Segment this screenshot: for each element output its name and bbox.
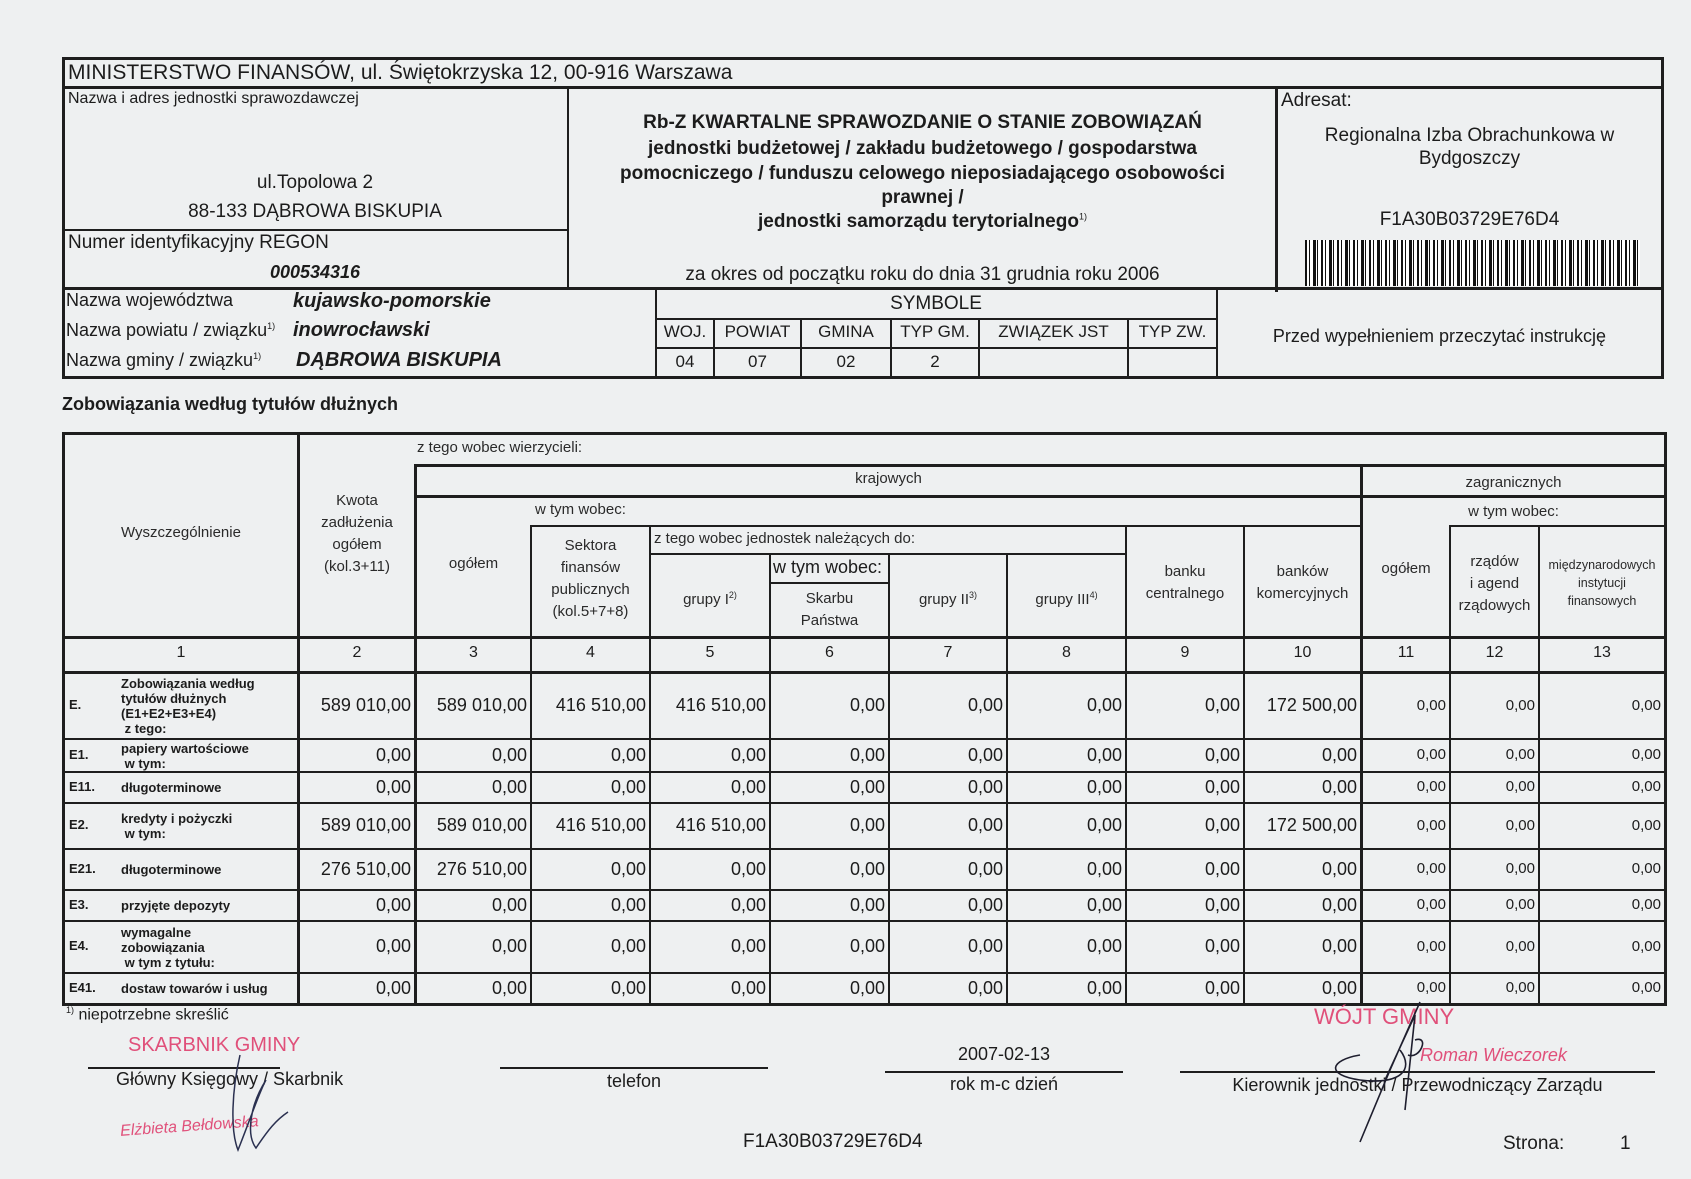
- row-code: E1.: [69, 746, 89, 762]
- row-divider: [62, 771, 1667, 773]
- value-cell-col-2: 0,00: [375, 744, 411, 765]
- value-cell-col-7: 0,00: [967, 977, 1003, 998]
- accountant-stamp-name: Elżbieta Bełdowska: [119, 1113, 260, 1140]
- row-label-line: tytułów dłużnych: [121, 691, 227, 706]
- row-divider: [62, 889, 1667, 891]
- addressee-line-1: Regionalna Izba Obrachunkowa w: [1324, 125, 1615, 146]
- value-cell-col-2: 589 010,00: [320, 815, 411, 835]
- row-code: E41.: [69, 979, 96, 995]
- value-cell-col-6: 0,00: [849, 744, 885, 765]
- row-label: [121, 676, 255, 736]
- row-label-line: długoterminowe: [121, 862, 222, 877]
- header-kwota-line: zadłużenia: [321, 514, 393, 531]
- report-subtitle-2: pomocniczego / funduszu celowego nieposiadającego osobowości: [620, 163, 1225, 184]
- value-cell-col-12: 0,00: [1505, 979, 1535, 996]
- value-cell-col-6: 0,00: [849, 977, 885, 998]
- county-label-text: Nazwa powiatu / związku: [66, 320, 268, 340]
- header-w-tym-wobec: w tym wobec:: [535, 501, 626, 518]
- value-cell-col-8: 0,00: [1086, 695, 1122, 715]
- symbol-header-typ-gm: TYP GM.: [900, 322, 970, 341]
- value-cell-col-13: 0,00: [1631, 937, 1661, 955]
- header-sektora: [532, 535, 649, 623]
- value-cell-col-5: 0,00: [730, 858, 766, 879]
- value-cell-col-12: 0,00: [1505, 896, 1535, 913]
- value-cell-col-6: 0,00: [849, 815, 885, 835]
- value-cell-col-11: 0,00: [1416, 746, 1446, 763]
- symbol-value-typ-gm: 2: [930, 352, 940, 371]
- value-cell-col-12: 0,00: [1505, 860, 1535, 877]
- header-sektora-line: (kol.5+7+8): [552, 603, 629, 620]
- barcode: [1305, 240, 1640, 286]
- header-kwota-line: (kol.3+11): [323, 558, 390, 575]
- header-rzadow-line: i agend: [1469, 575, 1520, 592]
- head-signature: [1320, 1000, 1470, 1150]
- footnote-marker: 4): [1089, 590, 1098, 600]
- header-bankow-komercyjnych: [1245, 561, 1360, 605]
- row-label-line: w tym:: [121, 755, 166, 771]
- report-subtitle-3: prawnej /: [881, 187, 964, 208]
- regon-value: 000534316: [269, 262, 361, 282]
- header-sektora-line: Sektora: [564, 537, 617, 554]
- value-cell-col-8: 0,00: [1086, 815, 1122, 835]
- regon-label: Numer identyfikacyjny REGON: [68, 232, 329, 253]
- header-bankow-line: komercyjnych: [1256, 585, 1349, 602]
- page-label: Strona:: [1503, 1133, 1565, 1154]
- row-label: [121, 811, 232, 841]
- value-cell-col-8: 0,00: [1086, 744, 1122, 765]
- value-cell-col-6: 0,00: [849, 776, 885, 797]
- value-cell-col-13: 0,00: [1631, 696, 1661, 714]
- value-cell-col-8: 0,00: [1086, 776, 1122, 797]
- value-cell-col-12: 0,00: [1505, 816, 1535, 834]
- footnote: [66, 1005, 229, 1024]
- unit-label: Nazwa i adres jednostki sprawozdawczej: [68, 90, 359, 107]
- row-label-line: z tego:: [121, 721, 167, 736]
- symbol-header-gmina: GMINA: [818, 322, 874, 341]
- row-label-line: w tym z tytułu:: [121, 954, 215, 970]
- value-cell-col-5: 0,00: [730, 977, 766, 998]
- value-cell-col-8: 0,00: [1086, 936, 1122, 956]
- value-cell-col-9: 0,00: [1204, 815, 1240, 835]
- accountant-signature: [210, 1050, 290, 1160]
- value-cell-col-3: 589 010,00: [436, 695, 527, 715]
- phone-label: telefon: [606, 1071, 662, 1091]
- column-number: 2: [352, 644, 362, 661]
- symbols-title: SYMBOLE: [890, 293, 982, 314]
- header-krajowych: krajowych: [855, 470, 922, 487]
- header-zagraniczne-w-tym: w tym wobec:: [1468, 503, 1559, 520]
- footnote-marker: 1): [1078, 211, 1087, 222]
- header-banku-line: centralnego: [1145, 585, 1225, 602]
- value-cell-col-4: 0,00: [610, 858, 646, 879]
- value-cell-col-11: 0,00: [1416, 816, 1446, 834]
- value-cell-col-13: 0,00: [1631, 896, 1661, 913]
- commune-label: [66, 350, 261, 371]
- column-number: 6: [825, 644, 834, 661]
- value-cell-col-2: 0,00: [375, 936, 411, 956]
- header-grupy-2: [890, 584, 1006, 611]
- value-cell-col-2: 0,00: [375, 894, 411, 915]
- value-cell-col-8: 0,00: [1086, 858, 1122, 879]
- value-cell-col-5: 0,00: [730, 744, 766, 765]
- column-number: 5: [705, 644, 715, 661]
- value-cell-col-3: 589 010,00: [436, 815, 527, 835]
- row-label-line: dostaw towarów i usług: [121, 981, 268, 996]
- row-label-line: kredyty i pożyczki: [121, 811, 233, 826]
- phone-line: [500, 1067, 768, 1069]
- column-number: 9: [1180, 644, 1190, 661]
- value-cell-col-7: 0,00: [967, 776, 1003, 797]
- accountant-label: Główny Księgowy / Skarbnik: [116, 1069, 344, 1089]
- symbol-value-gmina: 02: [836, 352, 856, 371]
- row-divider: [62, 802, 1667, 804]
- report-subtitle-4-text: jednostki samorządu terytorialnego: [758, 211, 1079, 232]
- value-cell-col-12: 0,00: [1505, 746, 1535, 763]
- value-cell-col-10: 0,00: [1321, 977, 1357, 998]
- header-bankow-line: banków: [1276, 563, 1329, 580]
- value-cell-col-12: 0,00: [1505, 937, 1535, 955]
- header-skarbu: [771, 588, 888, 632]
- value-cell-col-3: 0,00: [491, 936, 527, 956]
- value-cell-col-10: 172 500,00: [1266, 695, 1357, 715]
- value-cell-col-8: 0,00: [1086, 977, 1122, 998]
- value-cell-col-11: 0,00: [1416, 860, 1446, 877]
- value-cell-col-9: 0,00: [1204, 776, 1240, 797]
- footnote-marker: 1): [66, 1005, 75, 1015]
- row-label-line: wymagalne: [121, 924, 192, 940]
- header-miedzynar-line: międzynarodowych: [1548, 558, 1656, 572]
- row-label: [121, 862, 221, 877]
- report-subtitle-1: jednostki budżetowej / zakładu budżetowego / gospodarstwa: [648, 138, 1197, 159]
- value-cell-col-5: 0,00: [730, 894, 766, 915]
- value-cell-col-3: 0,00: [491, 894, 527, 915]
- header-rzadow-line: rządów: [1470, 553, 1519, 570]
- value-cell-col-6: 0,00: [849, 858, 885, 879]
- header-banku-centralnego: [1127, 561, 1243, 605]
- value-cell-col-9: 0,00: [1204, 858, 1240, 879]
- symbol-value-woj: 04: [675, 352, 695, 371]
- row-label: [121, 898, 230, 913]
- report-period: za okres od początku roku do dnia 31 grudnia roku 2006: [685, 264, 1160, 285]
- row-label-line: (E1+E2+E3+E4): [121, 706, 217, 721]
- value-cell-col-4: 0,00: [610, 894, 646, 915]
- report-title: Rb-Z KWARTALNE SPRAWOZDANIE O STANIE ZOBOWIĄZAŃ: [643, 112, 1202, 133]
- ministry-line: MINISTERSTWO FINANSÓW, ul. Świętokrzyska 12, 00-916 Warszawa: [68, 61, 733, 84]
- row-label: [121, 981, 268, 996]
- value-cell-col-10: 0,00: [1321, 744, 1357, 765]
- footer-document-code: F1A30B03729E76D4: [743, 1131, 923, 1152]
- value-cell-col-7: 0,00: [967, 858, 1003, 879]
- header-grupy-3-text: grupy III: [1035, 591, 1090, 608]
- value-cell-col-5: 416 510,00: [675, 815, 766, 835]
- row-divider: [62, 848, 1667, 850]
- value-cell-col-11: 0,00: [1416, 937, 1446, 955]
- value-cell-col-11: 0,00: [1416, 896, 1446, 913]
- row-label: [121, 925, 215, 970]
- head-label: Kierownik jednostki / Przewodniczący Zarządu: [1232, 1075, 1603, 1095]
- row-code: E4.: [69, 938, 89, 953]
- row-code: E3.: [69, 896, 89, 912]
- header-miedzynar-line: finansowych: [1567, 594, 1637, 608]
- header-grupy-1-text: grupy I: [683, 591, 729, 608]
- footnote-text: niepotrzebne skreślić: [78, 1006, 229, 1024]
- value-cell-col-5: 416 510,00: [675, 695, 766, 715]
- value-cell-col-4: 416 510,00: [555, 695, 646, 715]
- value-cell-col-4: 0,00: [610, 977, 646, 998]
- row-label-line: Zobowiązania według: [121, 676, 255, 691]
- head-stamp-name: Roman Wieczorek: [1420, 1045, 1567, 1065]
- value-cell-col-4: 0,00: [610, 776, 646, 797]
- value-cell-col-7: 0,00: [967, 894, 1003, 915]
- unit-city: 88-133 DĄBROWA BISKUPIA: [188, 201, 442, 222]
- value-cell-col-13: 0,00: [1631, 778, 1661, 795]
- header-wierzyciele: z tego wobec wierzycieli:: [417, 439, 583, 456]
- column-number: 3: [469, 644, 478, 661]
- value-cell-col-9: 0,00: [1204, 695, 1240, 715]
- document-code: F1A30B03729E76D4: [1379, 209, 1560, 230]
- value-cell-col-4: 0,00: [610, 936, 646, 956]
- column-number: 4: [586, 644, 595, 661]
- symbol-header-powiat: POWIAT: [724, 322, 791, 341]
- value-cell-col-9: 0,00: [1204, 977, 1240, 998]
- value-cell-col-4: 416 510,00: [555, 815, 646, 835]
- header-wyszczegolnienie: Wyszczególnienie: [121, 524, 241, 541]
- header-krajowe-ogolem: ogółem: [448, 555, 499, 572]
- value-cell-col-7: 0,00: [967, 744, 1003, 765]
- value-cell-col-13: 0,00: [1631, 860, 1661, 877]
- row-code: E2.: [69, 817, 89, 832]
- value-cell-col-4: 0,00: [610, 744, 646, 765]
- county-value: inowrocławski: [293, 319, 430, 341]
- value-cell-col-11: 0,00: [1416, 778, 1446, 795]
- header-kwota-line: Kwota: [336, 492, 378, 509]
- value-cell-col-13: 0,00: [1631, 816, 1661, 834]
- value-cell-col-7: 0,00: [967, 695, 1003, 715]
- row-label: [121, 741, 249, 771]
- value-cell-col-13: 0,00: [1631, 979, 1661, 996]
- row-code: E21.: [69, 860, 96, 876]
- header-miedzynar-line: instytucji: [1578, 576, 1626, 590]
- section-title: Zobowiązania według tytułów dłużnych: [62, 394, 399, 414]
- value-cell-col-10: 0,00: [1321, 936, 1357, 956]
- date-line: [885, 1071, 1123, 1073]
- county-label: [66, 320, 275, 341]
- header-grupy-1: [651, 584, 769, 611]
- header-grupy-3: [1008, 584, 1125, 611]
- value-cell-col-3: 0,00: [491, 977, 527, 998]
- value-cell-col-3: 276 510,00: [436, 858, 527, 879]
- value-cell-col-6: 0,00: [849, 936, 885, 956]
- row-label: [121, 780, 221, 795]
- value-cell-col-10: 0,00: [1321, 776, 1357, 797]
- header-w-tym-wobec-2: w tym wobec:: [773, 557, 883, 577]
- value-cell-col-12: 0,00: [1505, 778, 1535, 795]
- value-cell-col-2: 0,00: [375, 977, 411, 998]
- header-skarbu-line: Państwa: [800, 612, 859, 629]
- row-label-line: papiery wartościowe: [121, 740, 249, 756]
- value-cell-col-12: 0,00: [1505, 696, 1535, 714]
- row-divider: [62, 972, 1667, 974]
- header-z-tego-jednostek: z tego wobec jednostek należących do:: [654, 530, 915, 547]
- value-cell-col-7: 0,00: [967, 815, 1003, 835]
- footnote-marker: 1): [253, 351, 262, 361]
- voivodeship-label: Nazwa województwa: [66, 290, 234, 310]
- header-banku-line: banku: [1164, 563, 1206, 580]
- voivodeship-value: kujawsko-pomorskie: [293, 290, 491, 312]
- row-label-line: przyjęte depozyty: [121, 898, 231, 913]
- header-sektora-line: finansów: [560, 559, 621, 576]
- value-cell-col-9: 0,00: [1204, 744, 1240, 765]
- value-cell-col-13: 0,00: [1631, 746, 1661, 763]
- row-code: E.: [69, 697, 82, 712]
- row-label-line: długoterminowe: [121, 780, 222, 795]
- value-cell-col-10: 0,00: [1321, 858, 1357, 879]
- header-kwota-line: ogółem: [332, 536, 382, 553]
- commune-value: DĄBROWA BISKUPIA: [296, 349, 502, 371]
- header-sektora-line: publicznych: [551, 581, 630, 598]
- header-rzadow-line: rządowych: [1458, 597, 1531, 614]
- addressee-label: Adresat:: [1281, 90, 1352, 111]
- value-cell-col-5: 0,00: [730, 776, 766, 797]
- value-cell-col-11: 0,00: [1416, 696, 1446, 714]
- date-label: rok m-c dzień: [949, 1074, 1059, 1094]
- header-rzadow: [1451, 551, 1538, 617]
- header-skarbu-line: Skarbu: [805, 590, 854, 607]
- symbol-header-woj: WOJ.: [663, 322, 707, 341]
- header-grupy-2-text: grupy II: [918, 591, 969, 608]
- header-miedzynarodowych: [1540, 556, 1664, 610]
- value-cell-col-9: 0,00: [1204, 894, 1240, 915]
- commune-label-text: Nazwa gminy / związku: [66, 350, 254, 370]
- value-cell-col-2: 276 510,00: [320, 858, 411, 879]
- symbol-header-zwiazek: ZWIĄZEK JST: [998, 322, 1109, 341]
- row-divider: [62, 920, 1667, 922]
- value-cell-col-5: 0,00: [730, 936, 766, 956]
- row-divider: [62, 738, 1667, 740]
- page-number: 1: [1620, 1133, 1631, 1154]
- column-number: 13: [1593, 644, 1611, 661]
- instruction-note: Przed wypełnieniem przeczytać instrukcję: [1272, 326, 1607, 346]
- date-value: 2007-02-13: [957, 1044, 1051, 1064]
- column-number: 1: [176, 644, 186, 661]
- value-cell-col-11: 0,00: [1416, 979, 1446, 996]
- column-number: 12: [1485, 644, 1504, 661]
- header-kwota: [300, 490, 414, 578]
- column-number: 7: [943, 644, 953, 661]
- footnote-marker: 2): [728, 590, 737, 600]
- row-label-line: zobowiązania: [121, 939, 205, 955]
- value-cell-col-7: 0,00: [967, 936, 1003, 956]
- header-zagraniczne-ogolem: ogółem: [1381, 560, 1431, 577]
- value-cell-col-3: 0,00: [491, 744, 527, 765]
- report-subtitle-4: [570, 211, 1275, 233]
- symbol-header-typ-zw: TYP ZW.: [1138, 322, 1207, 341]
- symbol-value-powiat: 07: [748, 352, 767, 371]
- column-number: 11: [1397, 644, 1415, 661]
- head-stamp-title: WÓJT GMINY: [1314, 1004, 1455, 1029]
- footnote-marker: 3): [969, 590, 978, 600]
- addressee-line-2: Bydgoszczy: [1418, 148, 1521, 169]
- row-label-line: w tym:: [121, 826, 166, 841]
- value-cell-col-9: 0,00: [1204, 936, 1240, 956]
- value-cell-col-10: 172 500,00: [1266, 815, 1357, 835]
- column-number: 8: [1062, 644, 1071, 661]
- value-cell-col-6: 0,00: [849, 695, 885, 715]
- value-cell-col-10: 0,00: [1321, 894, 1357, 915]
- unit-street: ul.Topolowa 2: [256, 172, 374, 193]
- value-cell-col-2: 589 010,00: [320, 695, 411, 715]
- row-code: E11.: [69, 778, 96, 794]
- value-cell-col-6: 0,00: [849, 894, 885, 915]
- header-zagranicznych: zagranicznych: [1465, 474, 1562, 491]
- footnote-marker: 1): [267, 321, 276, 331]
- value-cell-col-8: 0,00: [1086, 894, 1122, 915]
- accountant-stamp-title: SKARBNIK GMINY: [128, 1034, 301, 1056]
- column-number: 10: [1293, 644, 1312, 661]
- value-cell-col-2: 0,00: [375, 776, 411, 797]
- value-cell-col-3: 0,00: [491, 776, 527, 797]
